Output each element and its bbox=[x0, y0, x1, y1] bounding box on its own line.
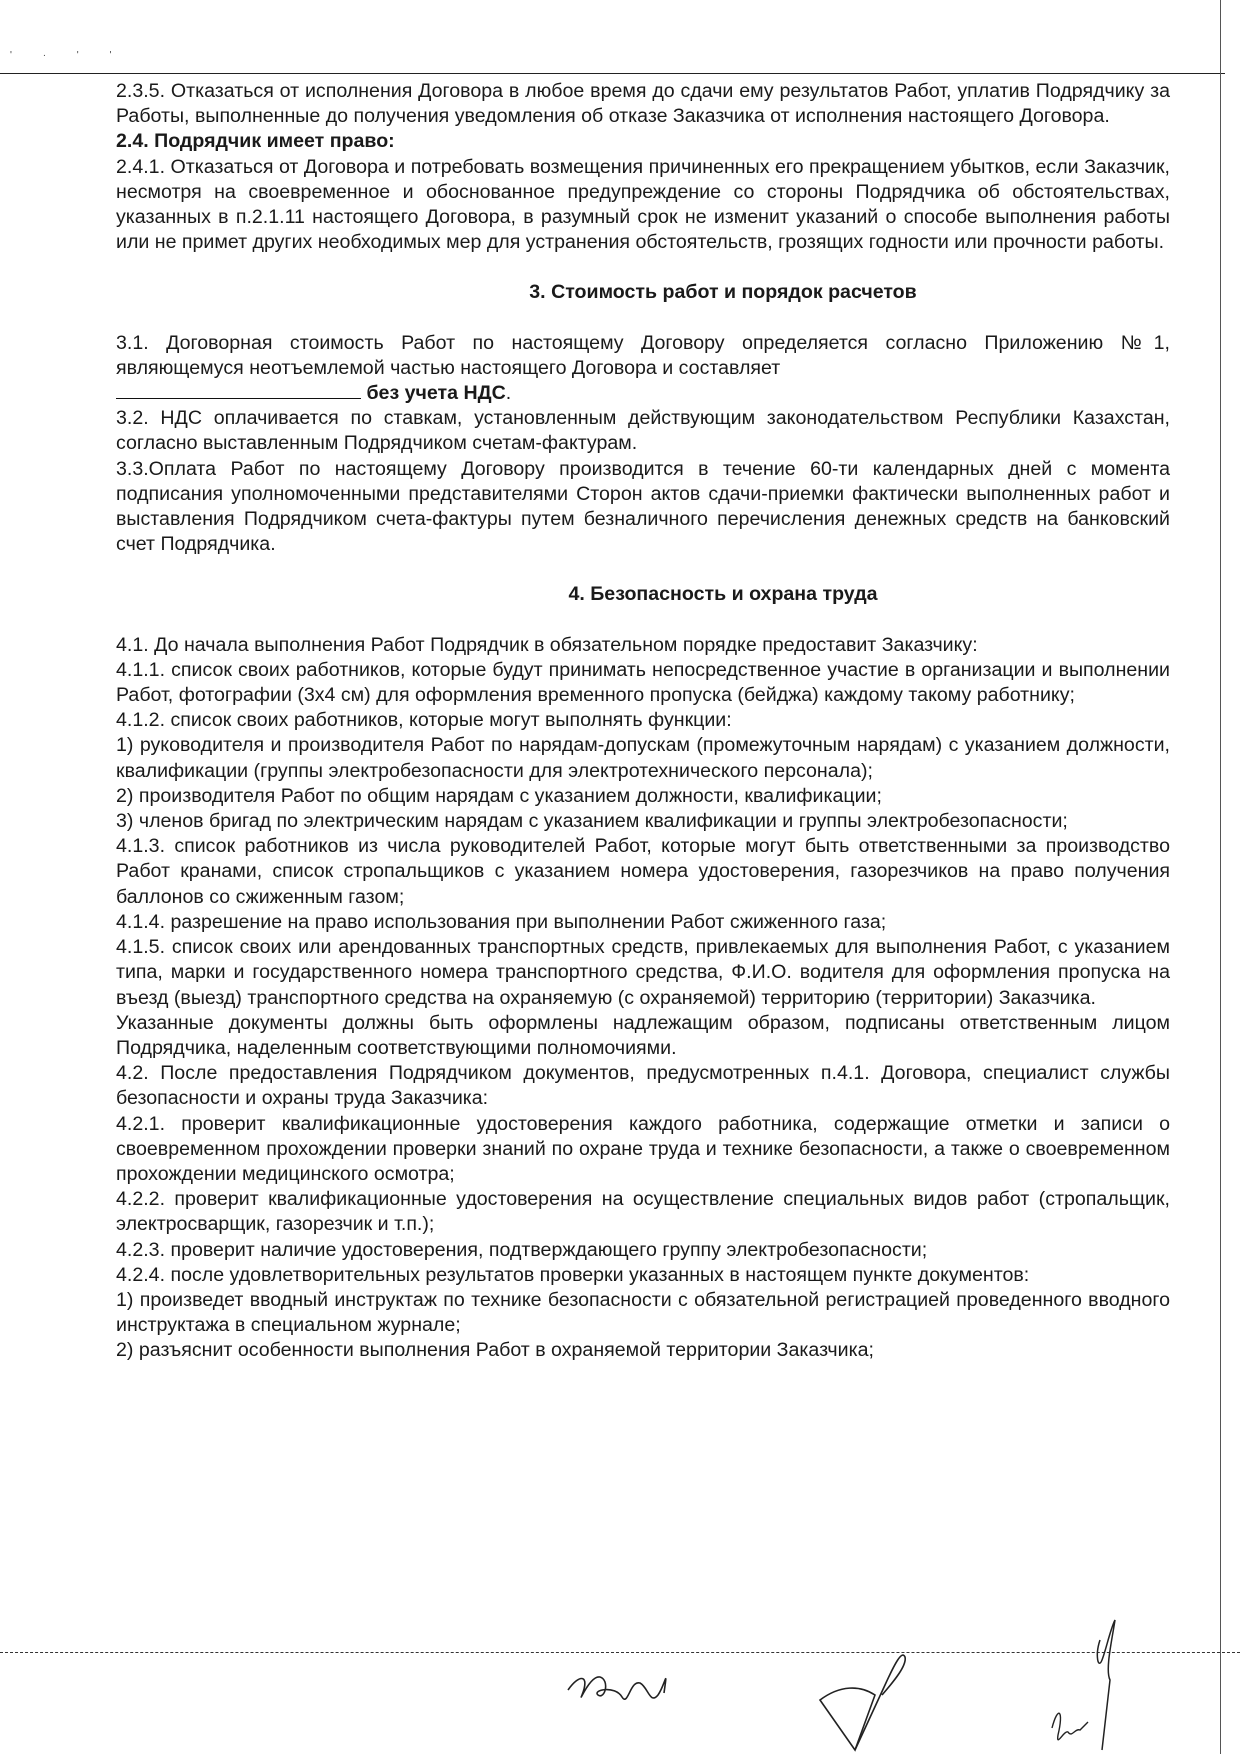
right-margin-rule bbox=[1220, 0, 1221, 1754]
clause-4-2-4-item-2: 2) разъяснит особенности выполнения Работ в охраняемой территории Заказчика; bbox=[116, 1339, 874, 1362]
clause-4-1-5: 4.1.5. список своих или арендованных транспортных средств, привлекаемых для выполнения Работ, с указанием типа, марки и государственного номера транспортного средства, Ф.И.О. водителя для оформления пропуска на въезд (выезд) транспортного средства на охраняемую (с охраняемой) территорию (территории) Заказчика. bbox=[116, 936, 1170, 1009]
clause-3-2: 3.2. НДС оплачивается по ставкам, установленным действующим законодательством Республики Казахстан, согласно выставленным Подрядчиком счетам-фактурам. bbox=[116, 407, 1170, 455]
signature-1 bbox=[560, 1655, 730, 1725]
clause-4-2-4-item-1: 1) произведет вводный инструктаж по технике безопасности с обязательной регистрацией проведенного вводного инструктажа в специальном журнале; bbox=[116, 1288, 1170, 1337]
clause-2-4-heading: 2.4. Подрядчик имеет право: bbox=[116, 130, 395, 153]
clause-4-1-2-item-3: 3) членов бригад по электрическим нарядам с указанием квалификации и группы электробезопасности; bbox=[116, 810, 1068, 833]
clause-4-1-note: Указанные документы должны быть оформлены надлежащим образом, подписаны ответственным лицом Подрядчика, наделенным соответствующими полномочиями. bbox=[116, 1011, 1170, 1059]
clause-4-1-4: 4.1.4. разрешение на право использования при выполнении Работ сжиженного газа; bbox=[116, 910, 887, 933]
amount-blank-line bbox=[116, 382, 361, 399]
clause-2-3-5: 2.3.5. Отказаться от исполнения Договора в любое время до сдачи ему результатов Работ, уплатив Подрядчику за Работы, выполненные до получения уведомления об отказе Заказчика от исполнения настоящего Договора. bbox=[116, 80, 1170, 128]
clause-4-1-3: 4.1.3. список работников из числа руководителей Работ, которые могут быть ответственными за производство Работ кранами, список стропальщиков с указанием номера удостоверения, газорезчиков на право получения баллонов со сжиженным газом; bbox=[116, 835, 1170, 908]
clause-4-2: 4.2. После предоставления Подрядчиком документов, предусмотренных п.4.1. Договора, специалист службы безопасности и охраны труда Заказчика: bbox=[116, 1062, 1170, 1110]
clause-4-1-2-item-2: 2) производителя Работ по общим нарядам с указанием должности, квалификации; bbox=[116, 784, 882, 807]
document-body bbox=[116, 79, 1170, 1364]
clause-4-1: 4.1. До начала выполнения Работ Подрядчик в обязательном порядке предоставит Заказчику: bbox=[116, 633, 978, 656]
clause-4-2-4: 4.2.4. после удовлетворительных результатов проверки указанных в настоящем пункте документов: bbox=[116, 1263, 1030, 1286]
clause-3-1-text: 3.1. Договорная стоимость Работ по настоящему Договору определяется согласно Приложению №1, являющемуся неотъемлемой частью настоящего Договора и составляет bbox=[116, 331, 1170, 379]
clause-4-2-3: 4.2.3. проверит наличие удостоверения, подтверждающего группу электробезопасности; bbox=[116, 1238, 928, 1261]
clause-2-4-1: 2.4.1. Отказаться от Договора и потребовать возмещения причиненных его прекращением убытков, если Заказчик, несмотря на своевременное и обоснованное предупреждение со стороны Подрядчика об обстоятельствах, указанных в п.2.1.11 настоящего Договора, в разумный срок не изменит указаний о способе выполнения работы или не примет других необходимых мер для устранения обстоятельств, грозящих годности или прочности работы. bbox=[116, 155, 1170, 254]
clause-4-1-1: 4.1.1. список своих работников, которые будут принимать непосредственное участие в организации и выполнении Работ, фотографии (3х4 см) для оформления временного пропуска (бейджа) каждому такому работнику; bbox=[116, 658, 1170, 707]
clause-4-2-2: 4.2.2. проверит квалификационные удостоверения на осуществление специальных видов работ (стропальщик, электросварщик, газорезчик и т.п.); bbox=[116, 1188, 1170, 1236]
scan-specks: ' · ' ' bbox=[10, 50, 126, 61]
signature-2 bbox=[810, 1645, 950, 1755]
signature-3 bbox=[1040, 1610, 1150, 1754]
clause-4-1-2: 4.1.2. список своих работников, которые могут выполнять функции: bbox=[116, 709, 732, 732]
clause-3-3: 3.3.Оплата Работ по настоящему Договору производится в течение 60-ти календарных дней с момента подписания уполномоченными представителями Сторон актов сдачи-приемки фактически выполненных работ и выставления Подрядчиком счета-фактуры путем безналичного перечисления денежных средств на банковский счет Подрядчика. bbox=[116, 457, 1170, 556]
clause-3-1-vat-note: без учета НДС bbox=[366, 382, 506, 405]
clause-3-1 bbox=[116, 331, 1170, 407]
section-3-title: 3. Стоимость работ и порядок расчетов bbox=[529, 281, 917, 304]
top-rule bbox=[0, 73, 1225, 74]
clause-4-1-2-item-1: 1) руководителя и производителя Работ по нарядам-допускам (промежуточным нарядам) с указанием должности, квалификации (группы электробезопасности для электротехнического персонала); bbox=[116, 734, 1170, 782]
clause-4-2-1: 4.2.1. проверит квалификационные удостоверения каждого работника, содержащие отметки и записи о своевременном прохождении проверки знаний по охране труда и технике безопасности, а также о своевременном прохождении медицинского осмотра; bbox=[116, 1112, 1170, 1185]
section-4-title: 4. Безопасность и охрана труда bbox=[568, 583, 878, 606]
clause-3-1-period: . bbox=[505, 382, 512, 405]
